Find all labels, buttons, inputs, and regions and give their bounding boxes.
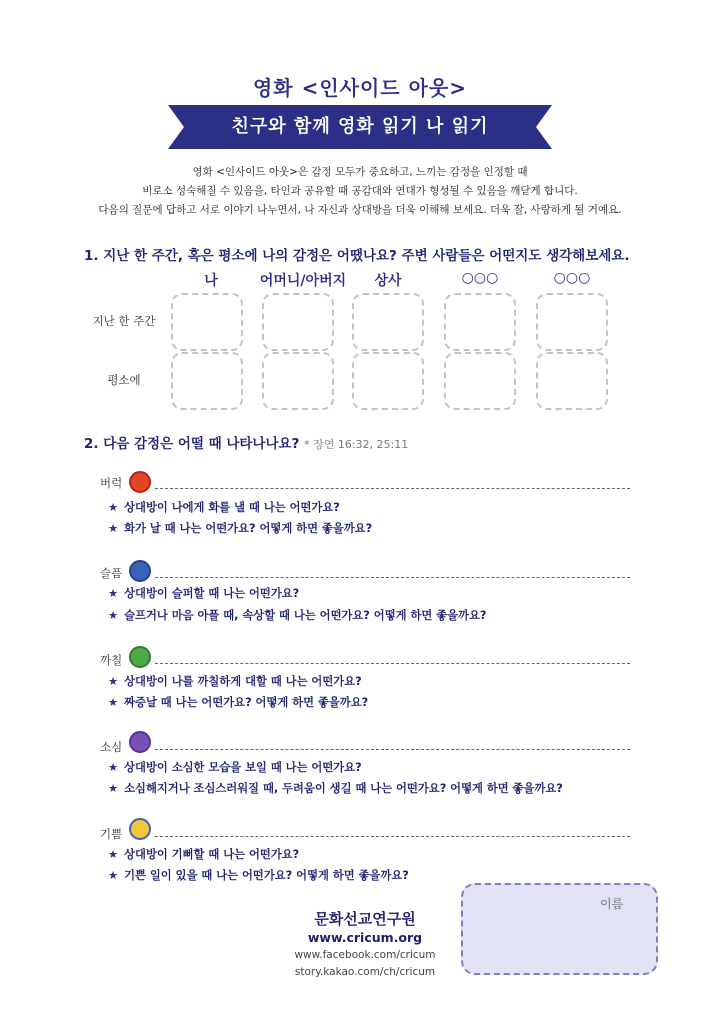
answer-line-disgust[interactable] — [155, 663, 630, 664]
answer-box-me-usual[interactable] — [171, 352, 243, 410]
prompt-sadness-2: ★ 슬프거나 마음 아플 때, 속상할 때 나는 어떤가요? 어떻게 하면 좋을까요? — [108, 609, 487, 622]
question-2 — [84, 432, 408, 452]
column-header-me: 나 — [204, 273, 218, 289]
answer-box-boss-week[interactable] — [352, 293, 424, 351]
question-1: 1. 지난 한 주간, 혹은 평소에 나의 감정은 어땠나요? 주변 사람들은 어떤지도 생각해보세요. — [84, 248, 630, 264]
answer-box-other2-week[interactable] — [536, 293, 608, 351]
sadness-character-icon — [129, 560, 151, 582]
facebook-link[interactable]: www.facebook.com/cricum — [294, 949, 436, 961]
question-2-text: 2. 다음 감정은 어떨 때 나타나나요? — [84, 436, 300, 452]
answer-line-anger[interactable] — [155, 488, 630, 489]
ribbon-title: 친구와 함께 영화 읽기 나 읽기 — [231, 116, 489, 137]
prompt-joy-2: ★ 기쁜 일이 있을 때 나는 어떤가요? 어떻게 하면 좋을까요? — [108, 869, 409, 882]
disgust-character-icon — [129, 646, 151, 668]
emotion-label-sadness: 슬픔 — [100, 566, 123, 580]
prompt-anger-1: ★ 상대방이 나에게 화를 낼 때 나는 어떤가요? — [108, 501, 340, 514]
answer-box-parents-week[interactable] — [262, 293, 334, 351]
fear-character-icon — [129, 731, 151, 753]
anger-character-icon — [129, 471, 151, 493]
prompt-fear-1: ★ 상대방이 소심한 모습을 보일 때 나는 어떤가요? — [108, 761, 362, 774]
column-header-other-2: ○○○ — [553, 270, 591, 286]
emotion-label-disgust: 까칠 — [100, 653, 123, 667]
row-label-last-week: 지난 한 주간 — [92, 314, 156, 328]
column-header-parents: 어머니/아버지 — [259, 273, 347, 289]
intro-text — [40, 163, 680, 220]
name-box[interactable] — [461, 883, 658, 975]
prompt-fear-2: ★ 소심해지거나 조심스러워질 때, 두려움이 생길 때 나는 어떤가요? 어떻게 하면 좋을까요? — [108, 782, 563, 795]
prompt-sadness-1: ★ 상대방이 슬퍼할 때 나는 어떤가요? — [108, 587, 300, 600]
answer-box-other1-week[interactable] — [444, 293, 516, 351]
answer-box-other2-usual[interactable] — [536, 352, 608, 410]
org-name: 문화선교연구원 — [314, 910, 416, 928]
answer-line-sadness[interactable] — [155, 577, 630, 578]
emotion-label-fear: 소심 — [100, 740, 123, 754]
joy-character-icon — [129, 818, 151, 840]
kakao-link[interactable]: story.kakao.com/ch/cricum — [294, 966, 436, 978]
question-2-note: * 장연 16:32, 25:11 — [304, 438, 409, 451]
column-header-boss: 상사 — [374, 273, 402, 289]
answer-box-boss-usual[interactable] — [352, 352, 424, 410]
prompt-disgust-2: ★ 짜증날 때 나는 어떤가요? 어떻게 하면 좋을까요? — [108, 696, 369, 709]
answer-line-joy[interactable] — [155, 836, 630, 837]
prompt-anger-2: ★ 화가 날 때 나는 어떤가요? 어떻게 하면 좋을까요? — [108, 522, 373, 535]
intro-line: 다음의 질문에 답하고 서로 이야기 나누면서, 나 자신과 상대방을 더욱 이해해 보세요. 더욱 잘, 사랑하게 될 거예요. — [98, 204, 622, 216]
intro-line: 비로소 성숙해질 수 있음을, 타인과 공유할 때 공감대와 연대가 형성될 수 있음을 깨닫게 합니다. — [142, 185, 578, 197]
answer-box-other1-usual[interactable] — [444, 352, 516, 410]
prompt-disgust-1: ★ 상대방이 나를 까칠하게 대할 때 나는 어떤가요? — [108, 675, 362, 688]
answer-box-me-week[interactable] — [171, 293, 243, 351]
emotion-label-joy: 기쁨 — [100, 827, 123, 841]
answer-line-fear[interactable] — [155, 749, 630, 750]
answer-box-parents-usual[interactable] — [262, 352, 334, 410]
page-title: 영화 <인사이드 아웃> — [252, 76, 467, 100]
website-link[interactable]: www.cricum.org — [307, 930, 423, 945]
column-header-other-1: ○○○ — [461, 270, 499, 286]
name-label: 이름 — [600, 897, 624, 911]
prompt-joy-1: ★ 상대방이 기뻐할 때 나는 어떤가요? — [108, 848, 300, 861]
intro-line: 영화 <인사이드 아웃>은 감정 모두가 중요하고, 느끼는 감정을 인정할 때 — [192, 166, 528, 178]
emotion-label-anger: 버럭 — [100, 476, 123, 490]
row-label-usually: 평소에 — [107, 373, 141, 387]
